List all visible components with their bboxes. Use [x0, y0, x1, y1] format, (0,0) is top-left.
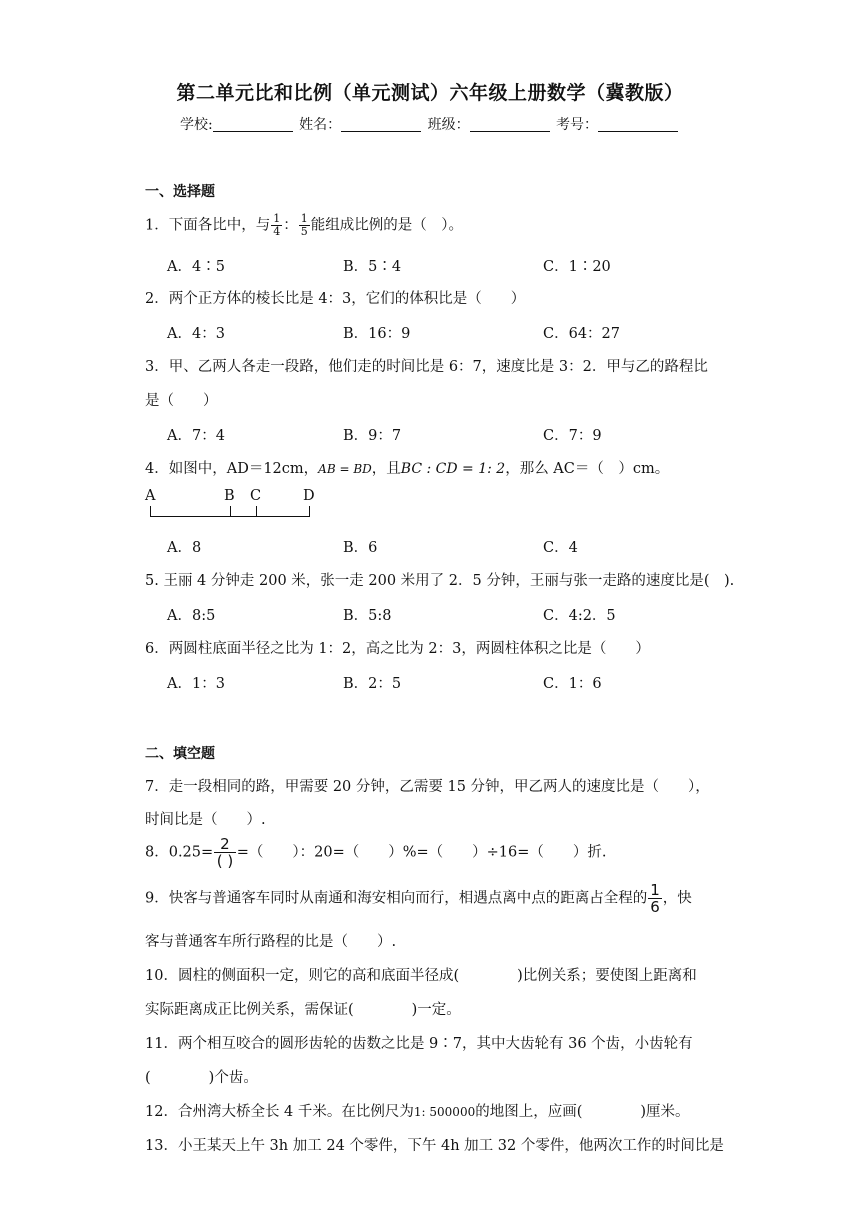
- class-label: 班级：: [427, 117, 470, 133]
- q2-option-a[interactable]: A．4：3: [167, 326, 225, 342]
- q4-equation-bc-cd: BC : CD = 1: 2: [400, 461, 506, 477]
- question-13-line-1: 13．小王某天上午 3h 加工 24 个零件，下午 4h 加工 32 个零件，他两次工作的时间比是: [145, 1138, 724, 1154]
- q5-option-c[interactable]: C．4:2．5: [543, 608, 616, 624]
- question-2: 2．两个正方体的棱长比是 4：3，它们的体积比是（ ）: [145, 291, 526, 307]
- question-3-line-1: 3．甲、乙两人各走一段路，他们走的时间比是 6：7，速度比是 3：2．甲与乙的路程比: [145, 359, 708, 375]
- q1-suffix: 能组成比例的是（ ）。: [310, 217, 463, 234]
- question-7-line-1: 7．走一段相同的路，甲需要 20 分钟，乙需要 15 分钟，甲乙两人的速度比是（ ），: [145, 779, 710, 795]
- question-10-line-1: 10．圆柱的侧面积一定，则它的高和底面半径成( )比例关系；要使图上距离和: [145, 968, 697, 984]
- q4-prefix: 4．如图中，AD＝12cm，: [145, 461, 319, 477]
- point-label-b: B: [224, 488, 235, 504]
- q4-option-b[interactable]: B．6: [343, 540, 378, 556]
- q6-option-a[interactable]: A．1：3: [167, 676, 225, 692]
- q12-suffix: 的地图上，应画( )厘米。: [475, 1104, 690, 1120]
- q4-suffix: ，那么 AC＝（ ）cm。: [505, 461, 670, 477]
- point-label-a: A: [145, 488, 156, 504]
- q12-prefix: 12．合州湾大桥全长 4 千米。在比例尺为: [145, 1104, 414, 1120]
- question-1: [145, 213, 463, 238]
- q3-option-a[interactable]: A．7：4: [167, 428, 225, 444]
- q9-fraction: $\frac{1}{6}$: [650, 881, 660, 916]
- exam-no-blank[interactable]: [598, 117, 678, 132]
- q12-scale: 1: 500000: [413, 1105, 476, 1119]
- tick-c: [256, 506, 257, 517]
- question-11-line-1: 11．两个相互咬合的圆形齿轮的齿数之比是 9∶7，其中大齿轮有 36 个齿，小齿轮有: [145, 1036, 693, 1052]
- q8-suffix: =（ ）：20=（ ）%=（ ）÷16=（ ）折.: [236, 844, 607, 861]
- q3-option-b[interactable]: B．9：7: [343, 428, 402, 444]
- school-blank[interactable]: [213, 117, 293, 132]
- q5-option-a[interactable]: A．8:5: [167, 608, 216, 624]
- q2-option-c[interactable]: C．64：27: [543, 326, 620, 342]
- question-7-line-2: 时间比是（ ）.: [145, 812, 266, 828]
- q1-option-c[interactable]: C．1∶20: [543, 259, 611, 275]
- question-4: [145, 457, 669, 478]
- tick-b: [230, 506, 231, 517]
- q1-colon: ：: [283, 217, 298, 234]
- question-3-line-2: 是（ ）: [145, 393, 218, 409]
- point-label-c: C: [250, 488, 262, 504]
- section-heading-fill: 二、填空题: [145, 746, 215, 762]
- q9-suffix: ，快: [662, 890, 692, 907]
- question-5: 5. 王丽 4 分钟走 200 米，张一走 200 米用了 2．5 分钟，王丽与张一走路的速度比是( ).: [145, 573, 735, 589]
- q1-fraction-1: $\frac{1}{4}$: [273, 212, 281, 238]
- question-12: [145, 1100, 690, 1121]
- name-label: 姓名：: [299, 117, 342, 133]
- page-title: 第二单元比和比例（单元测试）六年级上册数学（冀教版）: [176, 82, 684, 104]
- tick-d: [309, 506, 310, 517]
- q4-option-a[interactable]: A．8: [167, 540, 202, 556]
- q2-option-b[interactable]: B．16：9: [343, 326, 411, 342]
- q3-option-c[interactable]: C．7：9: [543, 428, 602, 444]
- question-9-line-2: 客与普通客车所行路程的比是（ ）.: [145, 934, 397, 950]
- tick-a: [150, 506, 151, 517]
- q1-option-a[interactable]: A．4∶5: [167, 259, 225, 275]
- exam-no-label: 考号：: [556, 117, 599, 133]
- q8-fraction: $\frac{2}{( )}$: [214, 836, 236, 869]
- question-9-line-1: [145, 882, 692, 915]
- q4-mid: ，且: [371, 461, 401, 477]
- section-heading-choice: 一、选择题: [145, 184, 215, 200]
- q4-equation-ab-bd: AB = BD: [318, 462, 372, 476]
- q6-option-b[interactable]: B．2：5: [343, 676, 402, 692]
- school-label: 学校:: [179, 117, 213, 133]
- q6-option-c[interactable]: C．1：6: [543, 676, 602, 692]
- question-8: [145, 836, 607, 869]
- student-info-line: [0, 114, 860, 134]
- q1-prefix: 1．下面各比中，与: [145, 217, 271, 234]
- q1-fraction-2: $\frac{1}{5}$: [300, 212, 308, 238]
- q4-option-c[interactable]: C．4: [543, 540, 578, 556]
- class-blank[interactable]: [470, 117, 550, 132]
- q5-option-b[interactable]: B．5:8: [343, 608, 392, 624]
- question-6: 6．两圆柱底面半径之比为 1：2，高之比为 2：3，两圆柱体积之比是（ ）: [145, 641, 650, 657]
- q1-option-b[interactable]: B．5∶4: [343, 259, 402, 275]
- question-10-line-2: 实际距离成正比例关系，需保证( )一定。: [145, 1002, 461, 1018]
- q9-prefix: 9．快客与普通客车同时从南通和海安相向而行，相遇点离中点的距离占全程的: [145, 890, 648, 907]
- point-label-d: D: [303, 488, 315, 504]
- question-11-line-2: ( )个齿。: [145, 1070, 258, 1086]
- name-blank[interactable]: [341, 117, 421, 132]
- q8-prefix: 8．0.25=: [145, 844, 214, 861]
